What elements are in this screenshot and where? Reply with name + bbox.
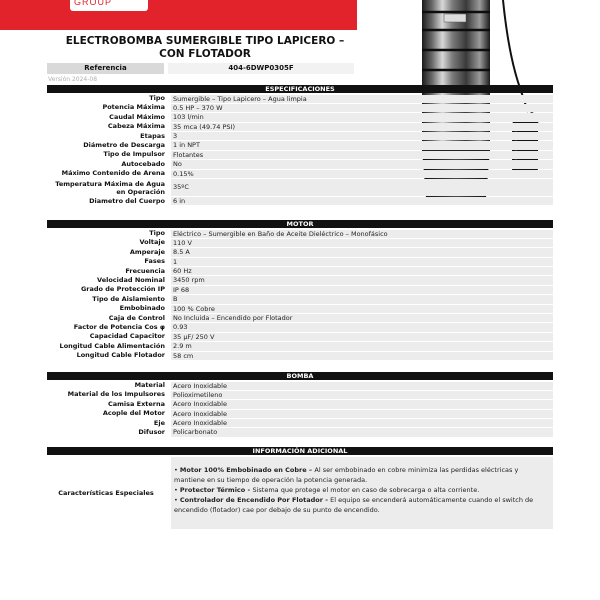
table-row [47, 409, 553, 418]
row-value: 3 [171, 132, 553, 140]
row-label: Longitud Cable Flotador [76, 351, 165, 360]
row-value: 2.9 m [171, 342, 553, 350]
row-label: Frecuencia [125, 266, 165, 275]
feature-item: • Protector Térmico - Sistema que protege el motor en caso de sobrecarga o alta corriente. [174, 486, 480, 494]
row-label: Tipo de Aislamiento [92, 294, 165, 303]
row-value: Acero Inoxidable [171, 400, 553, 408]
row-label: Eje [153, 418, 165, 427]
row-label: Temperatura Máxima de Agua en Operación [55, 179, 165, 196]
row-value: 1 [171, 258, 553, 266]
row-value: B [171, 295, 553, 303]
row-label: Tipo de Impulsor [103, 150, 165, 159]
row-value: IP 68 [171, 286, 553, 294]
reference-label: Referencia [47, 63, 164, 74]
table-row [47, 400, 553, 409]
feature-text: Al ser embobinado en cobre minimiza las perdidas eléctricas y mantiene en su tiempo de operación la potencia generada. [174, 466, 519, 484]
table-row [47, 267, 553, 276]
row-value: No [171, 160, 553, 168]
row-value: 1 in NPT [171, 141, 553, 149]
table-row [47, 323, 553, 332]
table-row [47, 314, 553, 323]
row-label: Capacidad Capacitor [89, 332, 165, 341]
reference-value: 404-6DWP0305F [168, 63, 354, 74]
row-label: Caja de Control [108, 313, 165, 322]
specs-table [47, 94, 553, 206]
table-row [47, 169, 553, 178]
row-label: Embobinado [119, 304, 165, 313]
row-label: Factor de Potencia Cos φ [73, 322, 165, 331]
table-row [47, 248, 553, 257]
table-row [47, 419, 553, 428]
table-row [47, 229, 553, 238]
motor-table [47, 229, 553, 360]
table-row [47, 122, 553, 131]
feature-text: Sistema que protege el motor en caso de sobrecarga o alta corriente. [252, 486, 480, 494]
table-row [47, 238, 553, 247]
extra-info-block [47, 457, 553, 529]
special-features-label: Características Especiales [58, 489, 154, 497]
table-row [47, 351, 553, 360]
row-value: Acero Inoxidable [171, 410, 553, 418]
row-value: Policarbonato [171, 428, 553, 436]
row-value: 0.15% [171, 170, 553, 178]
row-value: Polioximetileno [171, 391, 553, 399]
feature-title: Motor 100% Embobinado en Cobre – [179, 466, 315, 474]
row-value: Flotantes [171, 151, 553, 159]
section-header-especificaciones: ESPECIFICACIONES [47, 85, 553, 93]
table-row [47, 276, 553, 285]
table-row [47, 141, 553, 150]
table-row [47, 332, 553, 341]
row-value: 8.5 A [171, 248, 553, 256]
row-label: Caudal Máximo [109, 112, 165, 121]
table-row [47, 150, 553, 159]
special-features-list [171, 457, 553, 529]
table-row [47, 257, 553, 266]
row-label: Material [134, 381, 165, 389]
section-header-bomba: BOMBA [47, 372, 553, 380]
row-label: Diámetro de Descarga [83, 140, 165, 149]
table-row [47, 295, 553, 304]
row-value: 0.5 HP – 370 W [171, 104, 553, 112]
row-value: 110 V [171, 239, 553, 247]
brand-logo [70, 0, 148, 11]
table-row [47, 428, 553, 437]
bomba-table [47, 381, 553, 437]
table-row [47, 381, 553, 390]
product-title: ELECTROBOMBA SUMERGIBLE TIPO LAPICERO – CON FLOTADOR [65, 35, 345, 60]
row-label: Máximo Contenido de Arena [61, 169, 165, 178]
row-label: Potencia Máxima [102, 103, 165, 112]
row-label: Tipo [149, 94, 165, 102]
brand-logo-text: GROUP [74, 0, 113, 7]
row-value: Sumergible – Tipo Lapicero – Agua limpia [171, 95, 553, 103]
row-label: Acople del Motor [102, 409, 165, 418]
section-header-motor: MOTOR [47, 220, 553, 228]
row-label: Etapas [140, 131, 165, 140]
row-label: Cabeza Máxima [107, 122, 165, 131]
row-label: Fases [144, 257, 165, 266]
row-label: Camisa Externa [107, 399, 165, 408]
row-label: Material de los Impulsores [67, 390, 165, 399]
row-value: 35 μF/ 250 V [171, 333, 553, 341]
feature-text: El equipo se encenderá automáticamente cuando el switch de encendido (flotador) cae por debajo de su punto de encendido. [174, 496, 534, 514]
row-value: 100 % Cobre [171, 305, 553, 313]
row-label: Amperaje [129, 247, 165, 256]
version-text: Versión 2024-08 [48, 76, 98, 83]
table-row [47, 304, 553, 313]
row-value: 0.93 [171, 323, 553, 331]
table-row [47, 94, 553, 103]
table-row [47, 179, 553, 197]
row-value: Acero Inoxidable [171, 382, 553, 390]
section-header-informacion-adicional: INFORMACIÓN ADICIONAL [47, 447, 553, 455]
table-row [47, 103, 553, 112]
row-label: Autocebado [121, 159, 165, 168]
table-row [47, 285, 553, 294]
row-value: 60 Hz [171, 267, 553, 275]
table-row [47, 160, 553, 169]
row-value: 6 in [171, 197, 553, 205]
row-label: Voltaje [139, 238, 165, 247]
row-label: Diametro del Cuerpo [89, 196, 165, 205]
row-label: Longitud Cable Alimentación [59, 341, 165, 350]
row-label: Grado de Protección IP [80, 285, 165, 294]
feature-title: Protector Térmico - [179, 486, 253, 494]
row-value: 103 l/min [171, 113, 553, 121]
table-row [47, 132, 553, 141]
row-label: Difusor [138, 427, 165, 436]
row-value: Eléctrico – Sumergible en Baño de Aceite Dieléctrico – Monofásico [171, 230, 553, 238]
row-label: Tipo [149, 229, 165, 237]
table-row [47, 390, 553, 399]
table-row [47, 342, 553, 351]
row-label: Velocidad Nominal [97, 275, 165, 284]
table-row [47, 197, 553, 206]
table-row [47, 113, 553, 122]
row-value: No Incluida – Encendido por Flotador [171, 314, 553, 322]
feature-item: • Controlador de Encendido Por Flotador - El equipo se encenderá automáticamente cuando el switch de encendido (flotador) cae por debajo de su punto de encendido. [174, 496, 534, 514]
row-value: 35ºC [171, 179, 553, 196]
row-value: Acero Inoxidable [171, 419, 553, 427]
row-value: 3450 rpm [171, 276, 553, 284]
row-value: 35 mca (49.74 PSI) [171, 123, 553, 131]
feature-title: Controlador de Encendido Por Flotador - [179, 496, 331, 504]
header-band [0, 0, 357, 30]
feature-item: • Motor 100% Embobinado en Cobre – Al ser embobinado en cobre minimiza las perdidas eléctricas y mantiene en su tiempo de operación la potencia generada. [174, 466, 519, 484]
row-value: 58 cm [171, 352, 553, 360]
